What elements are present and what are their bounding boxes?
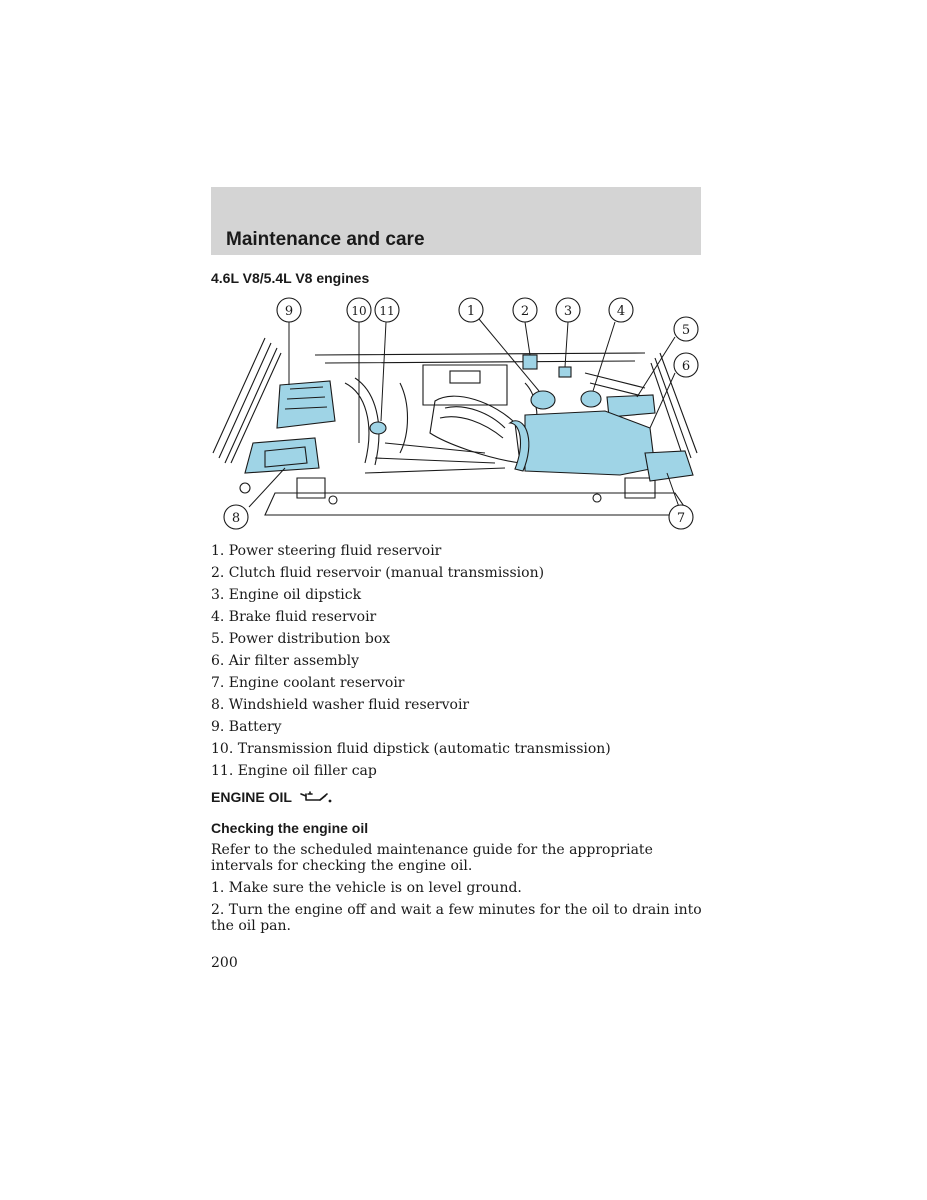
parts-list	[211, 540, 611, 782]
list-item: 8. Windshield washer fluid reservoir	[211, 697, 470, 713]
list-item: 5. Power distribution box	[211, 631, 391, 647]
radiator-support	[265, 493, 690, 515]
power-steering-reservoir-shape	[531, 391, 555, 409]
engine-oil-heading	[211, 789, 332, 805]
section-heading: 4.6L V8/5.4L V8 engines	[211, 270, 370, 286]
callout-label-8: 8	[231, 511, 241, 526]
callout-label-7: 7	[676, 511, 686, 526]
clutch-reservoir-shape	[523, 355, 537, 369]
page-title: Maintenance and care	[226, 229, 425, 250]
list-item: 10. Transmission fluid dipstick (automatic transmission)	[211, 741, 611, 757]
callout-label-2: 2	[520, 304, 530, 319]
callout-label-5: 5	[681, 323, 691, 338]
page-number: 200	[211, 955, 238, 971]
list-item: 4. Brake fluid reservoir	[211, 609, 377, 625]
air-intake-tube	[430, 396, 520, 463]
list-item: 11. Engine oil filler cap	[211, 763, 377, 779]
checking-heading: Checking the engine oil	[211, 820, 369, 836]
list-item: 7. Engine coolant reservoir	[211, 675, 405, 691]
callout-label-1: 1	[466, 304, 476, 319]
list-item: 2. Clutch fluid reservoir (manual transmission)	[211, 565, 545, 581]
callout-label-4: 4	[616, 304, 626, 319]
header-band	[211, 187, 701, 255]
dipstick-shape	[559, 367, 571, 377]
power-distribution-box-shape	[607, 395, 655, 417]
paragraph-intro: Refer to the scheduled maintenance guide for the appropriate intervals for checking the engine oil.	[211, 842, 653, 874]
callout-label-6: 6	[681, 359, 691, 374]
callout-label-9: 9	[284, 304, 294, 319]
oil-filler-cap-shape	[370, 422, 386, 434]
air-filter-shape	[525, 411, 655, 475]
firewall	[315, 353, 645, 363]
list-item: 6. Air filter assembly	[211, 653, 360, 669]
paragraph-step-2: 2. Turn the engine off and wait a few minutes for the oil to drain into the oil pan.	[211, 902, 702, 934]
brake-reservoir-shape	[581, 391, 601, 407]
oil-can-icon	[298, 789, 332, 805]
list-item: 9. Battery	[211, 719, 282, 735]
coolant-reservoir-shape	[645, 451, 693, 481]
engine-oil-label: ENGINE OIL	[211, 789, 292, 805]
callout-label-10: 10	[351, 304, 367, 318]
callout-label-3: 3	[563, 304, 573, 319]
paragraph-step-1: 1. Make sure the vehicle is on level ground.	[211, 880, 522, 896]
list-item: 3. Engine oil dipstick	[211, 587, 362, 603]
engine-compartment-diagram	[205, 293, 705, 533]
list-item: 1. Power steering fluid reservoir	[211, 543, 442, 559]
callout-label-11: 11	[379, 304, 395, 318]
